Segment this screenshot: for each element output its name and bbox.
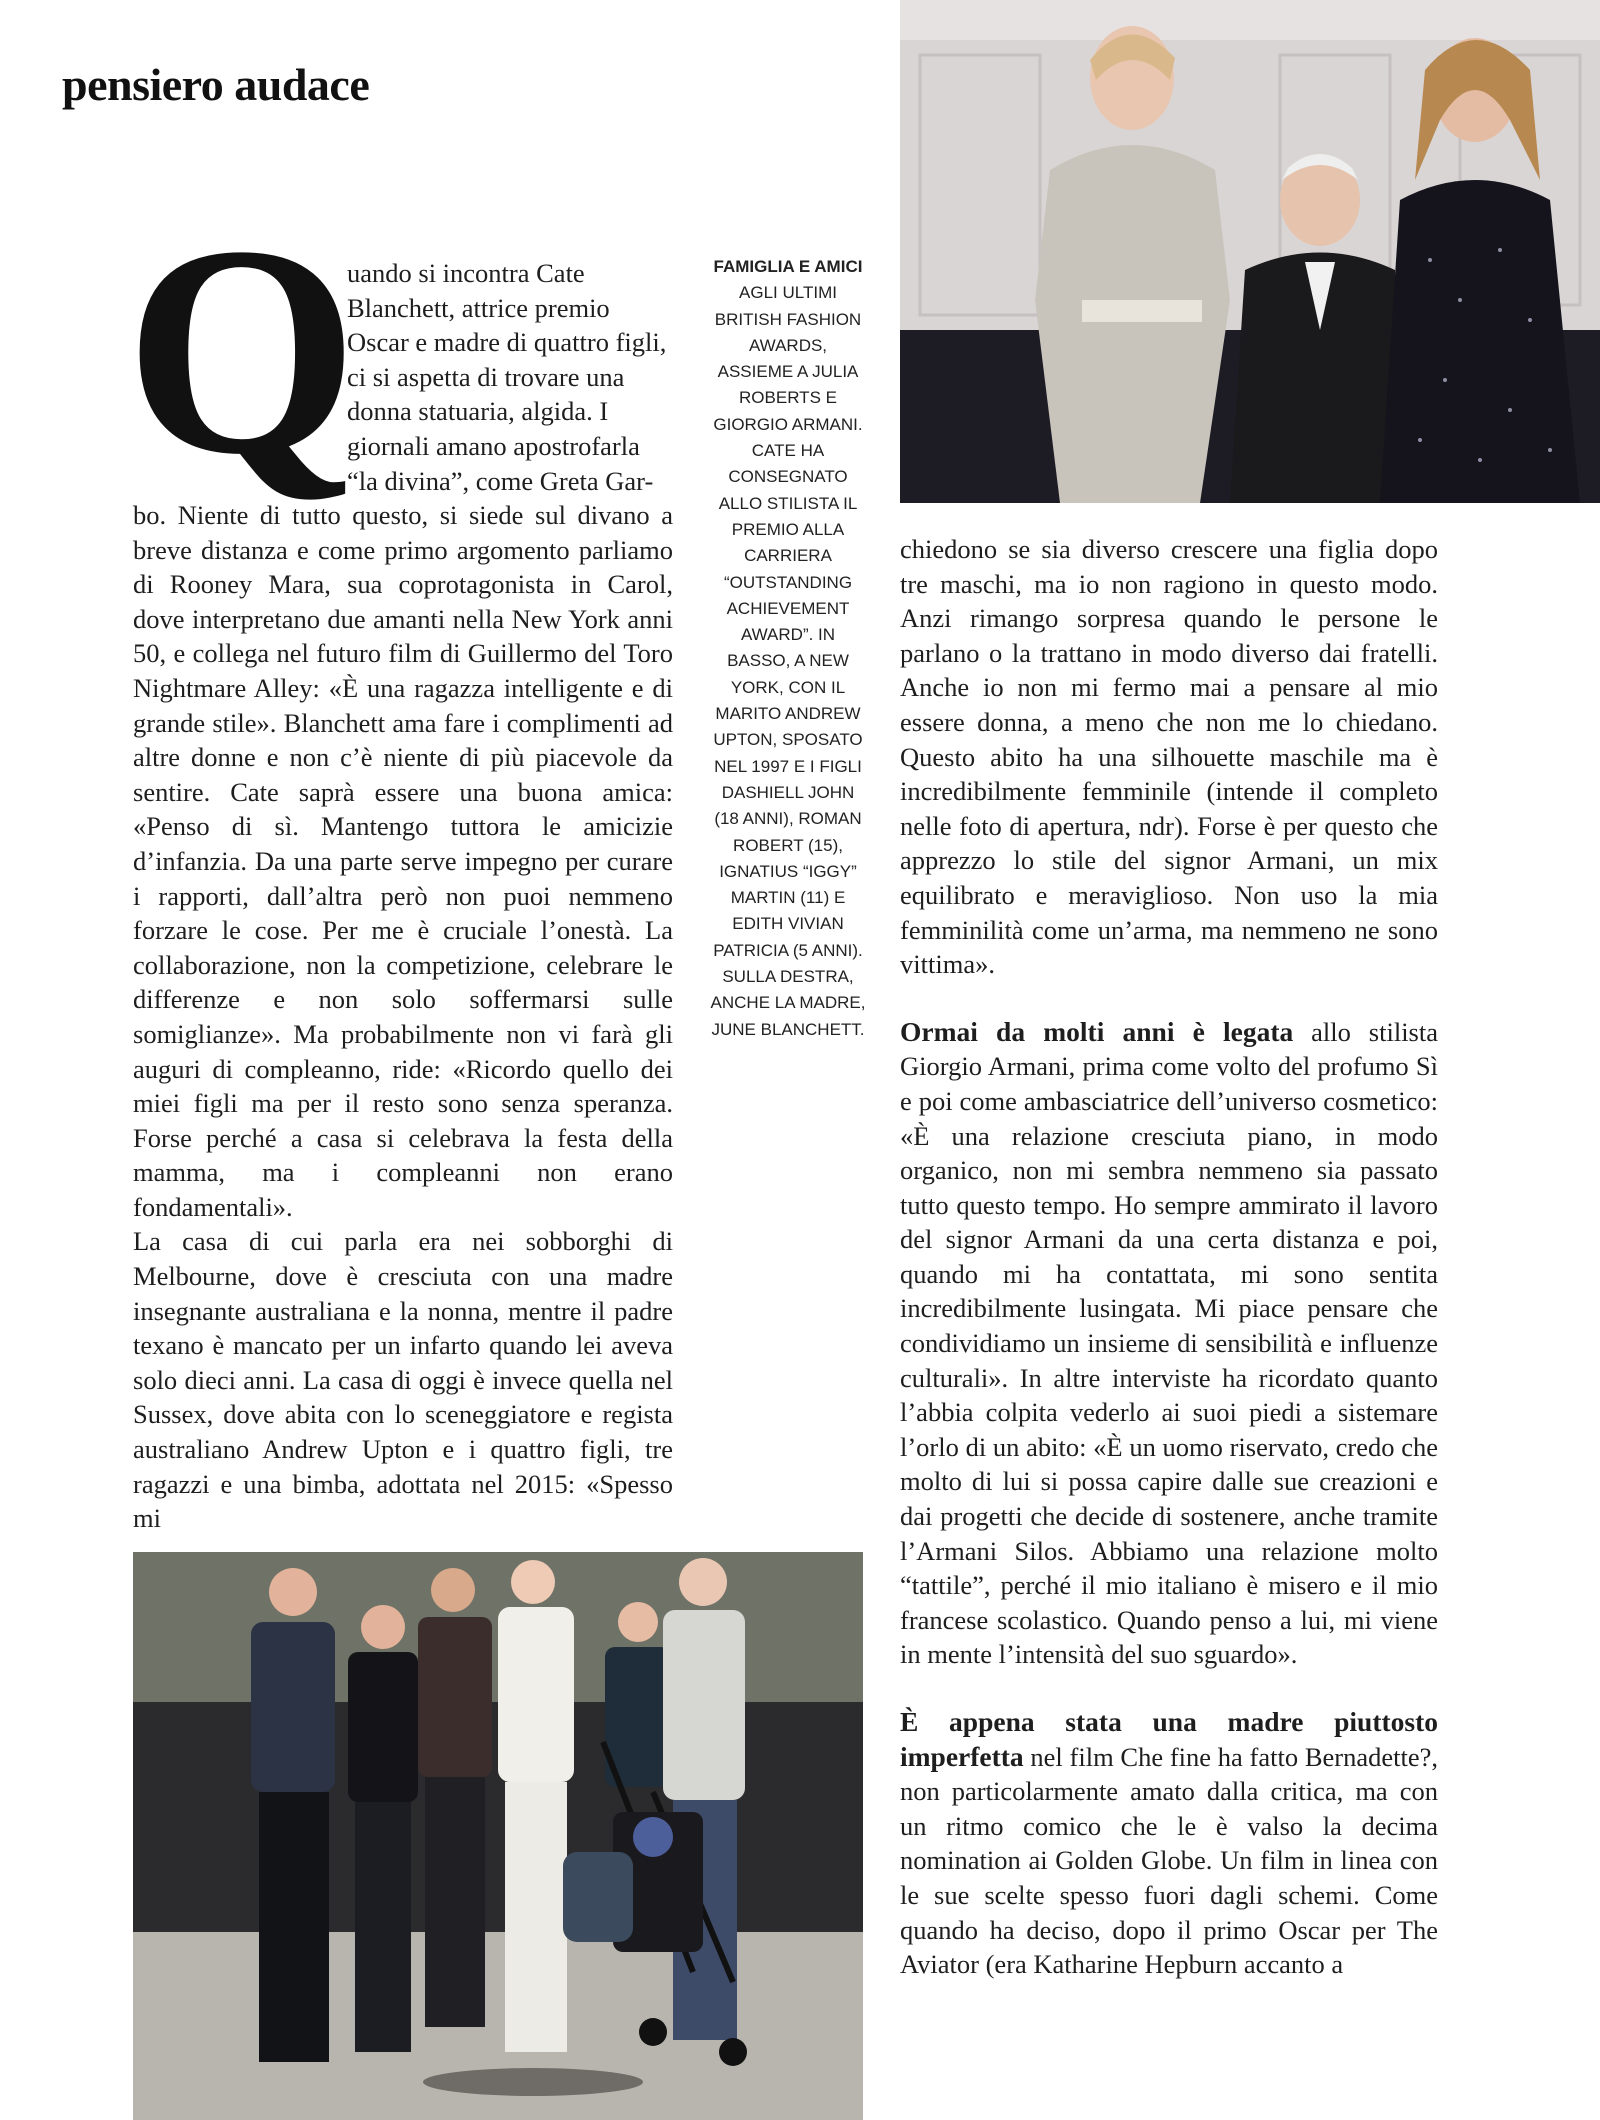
paragraph: La casa di cui parla era nei sobborghi di Melbourne, dove è cresciuta con una madre insegnante australiana e la nonna, mentre il padre texano è mancato per un infarto quando lei aveva solo dieci anni. La casa di oggi è invece quella nel Sussex, dove abita con lo sceneggiatore e regista australiano Andrew Upton e i quattro figli, tre ragazzi e una bimba, adottata nel 2015: «Spesso mi [133,1226,673,1534]
paragraph-lead: Ormai da molti anni è legata [900,1015,1294,1047]
drop-cap: Q [125,184,359,516]
paragraph: bo. Niente di tutto questo, si siede sul divano a breve distanza e come primo argomento parliamo di Rooney Mara, sua coprotagonista in Carol, dove interpretano due amanti nella New York anni 50, e collega nel futuro film di Guillermo del Toro Nightmare Alley: «È una ragazza intelligente e di grande stile». Blanchett ama fare i complimenti ad altre donne e non c’è niente di più piacevole da sentire. Cate saprà essere una buona amica: «Penso di sì. Mantengo tuttora le amicizie d’infanzia. Da una parte serve impegno per curare i rapporti, dall’altra però non puoi nemmeno forzare le cose. Per me è cruciale l’onestà. La collaborazione, non la competizione, celebrare le differenze e non solo soffermarsi sulle somiglianze». Ma probabilmente non vi farà gli auguri di compleanno, ride: «Ricordo quello dei miei figli ma per il resto sono senza speranza. Forse perché a casa si celebrava la festa della mamma, ma i compleanni non erano fondamentali». [133,500,673,1222]
photo-red-carpet [900,0,1600,503]
paragraph-body: nel film Che fine ha fatto Bernadette?, non particolarmente amato dalla critica, ma con un ritmo comico che le è valso la decima nomination ai Golden Globe. Un film in linea con le sue scelte spesso fuori dagli schemi. Come quando ha deciso, dopo il primo Oscar per The Aviator (era Katharine Hepburn accanto a [900,1741,1438,1980]
article-intro: uando si incontra Cate Blanchett, attrice premio Oscar e madre di quattro figli, ci si aspetta di trovare una donna statuaria, algida. I giornali amano apostrofarla “la divina”, come Greta Gar- [347,258,667,496]
caption-heading: FAMIGLIA E AMICI [713,257,863,276]
paragraph: chiedono se sia diverso crescere una figlia dopo tre maschi, ma io non ragiono in questo modo. Anzi rimango sorpresa quando le persone le parlano o la trattano in modo diverso dai fratelli. Anche io non mi fermo mai a pensare al mio essere donna, a meno che non me lo chiedano. Questo abito ha una silhouette maschile ma è incredibilmente femminile (intende il completo nelle foto di apertura, ndr). Forse è per questo che apprezzo lo stile del signor Armani, un mix equilibrato e meraviglioso. Non uso la mia femminilità come un’arma, ma nemmeno ne sono vittima». [900,534,1438,980]
photo-caption [710,254,866,1043]
paragraph-lead: È appena stata una madre piuttosto imperfetta [900,1706,1438,1772]
paragraph [900,1015,1438,1672]
article-column-right [900,532,1438,1982]
article-column-left [133,498,673,1536]
photo-family-new-york [133,1552,863,2120]
paragraph [900,1705,1438,1982]
section-title: pensiero audace [62,59,370,110]
paragraph-body: allo stilista Giorgio Armani, prima come volto del profumo Sì e poi come ambasciatrice dell’universo cosmetico: «È una relazione cresciuta piano, in modo organico, non mi sembra nemmeno sia passato tutto questo tempo. Ho sempre ammirato il lavoro del signor Armani da una certa distanza e poi, quando mi ha contattata, mi sono sentita incredibilmente lusingata. Mi piace pensare che condividiamo un insieme di sensibilità e influenze culturali». In altre interviste ha ricordato quanto l’abbia colpita vederlo ai suoi piedi a sistemare l’orlo di un abito: «È un uomo riservato, credo che molto di lui si possa capire dalle sue creazioni e dai progetti che decide di sostenere, anche tramite l’Armani Silos. Abbiamo una relazione molto “tattile”, perché il mio italiano è misero e il mio francese scolastico. Quando penso a lui, mi viene in mente l’intensità del suo sguardo». [900,1016,1438,1670]
caption-text: AGLI ULTIMI BRITISH FASHION AWARDS, ASSIEME A JULIA ROBERTS E GIORGIO ARMANI. CATE HA CONSEGNATO ALLO STILISTA IL PREMIO ALLA CARRIERA “OUTSTANDING ACHIEVEMENT AWARD”. IN BASSO, A NEW YORK, CON IL MARITO ANDREW UPTON, SPOSATO NEL 1997 E I FIGLI DASHIELL JOHN (18 ANNI), ROMAN ROBERT (15), IGNATIUS “IGGY” MARTIN (11) E EDITH VIVIAN PATRICIA (5 ANNI). SULLA DESTRA, ANCHE LA MADRE, JUNE BLANCHETT. [710,283,866,1039]
